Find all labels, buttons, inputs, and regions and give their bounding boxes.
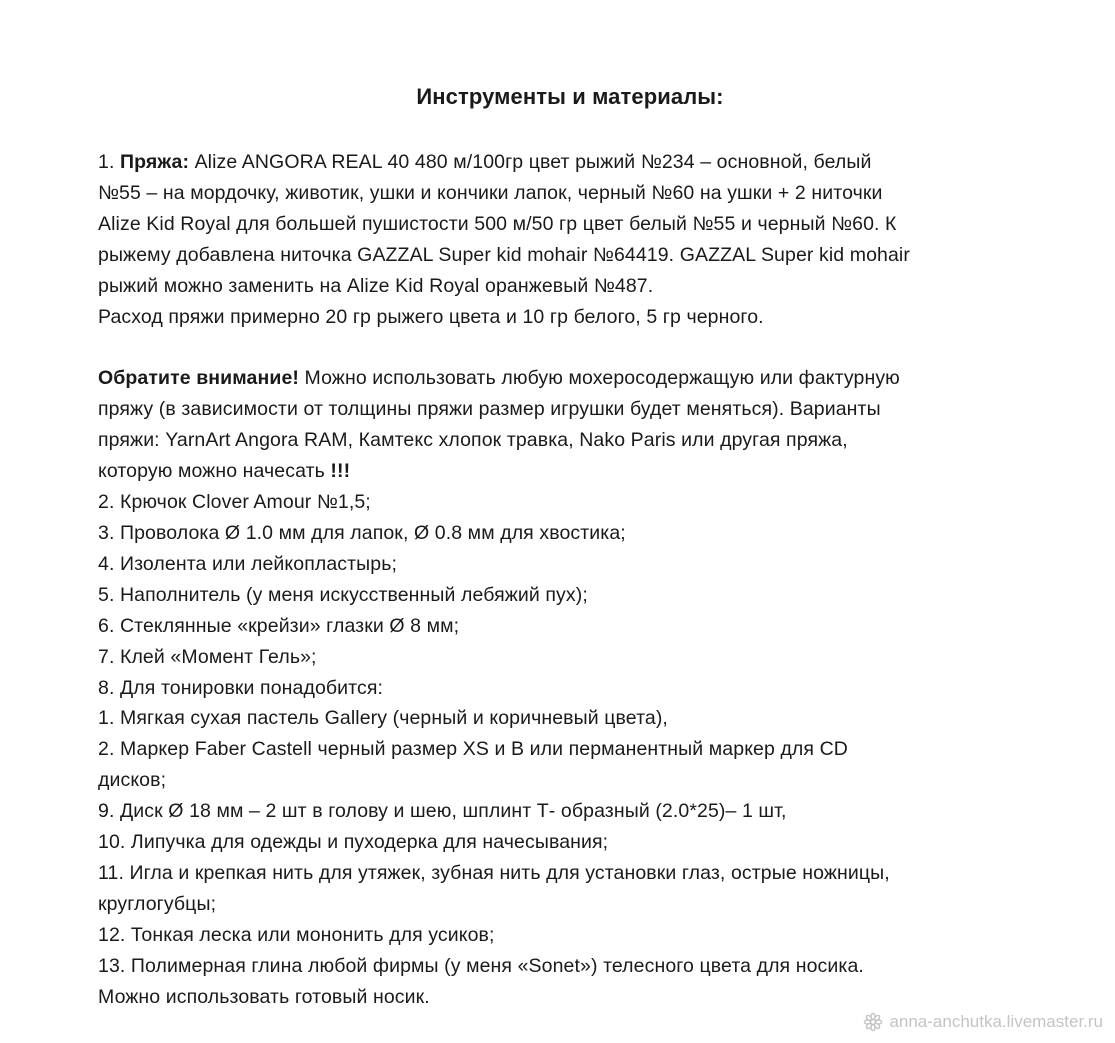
list-item: 9. Диск Ø 18 мм – 2 шт в голову и шею, шплинт Т- образный (2.0*25)– 1 шт, (98, 800, 787, 823)
notice-label: Обратите внимание! (98, 367, 299, 390)
list-item: 10. Липучка для одежды и пуходерка для начесывания; (98, 831, 609, 854)
notice-text: Можно использовать любую мохеросодержащую или фактурную (299, 367, 900, 390)
list-item: дисков; (98, 769, 167, 792)
yarn-label: Пряжа: (119, 151, 190, 173)
yarn-line: рыжий можно заменить на Alize Kid Royal оранжевый №487. (98, 274, 654, 297)
list-item: 2. Маркер Faber Castell черный размер XS и B или перманентный маркер для CD (98, 738, 848, 761)
yarn-line (98, 147, 1028, 178)
list-item: 2. Крючок Clover Amour №1,5; (98, 491, 371, 514)
yarn-line: рыжему добавлена ниточка GAZZAL Super kid mohair №64419. GAZZAL Super kid mohair (98, 243, 910, 266)
yarn-text: Alize ANGORA REAL 40 480 м/100гр цвет рыжий №234 – основной, белый (189, 151, 872, 173)
materials-list (98, 487, 1028, 1012)
notice-line (98, 456, 1028, 487)
list-item: 1. Мягкая сухая пастель Gallery (черный и коричневый цвета), (98, 707, 668, 730)
notice-line: пряжу (в зависимости от толщины пряжи размер игрушки будет меняться). Варианты (98, 398, 881, 421)
page-title: Инструменты и материалы: (416, 84, 724, 109)
notice-line: пряжи: YarnArt Angora RAM, Камтекс хлопок травка, Nako Paris или другая пряжа, (98, 429, 848, 452)
list-item: 3. Проволока Ø 1.0 мм для лапок, Ø 0.8 мм для хвостика; (98, 521, 626, 544)
yarn-section (98, 147, 1028, 332)
flower-icon (863, 1012, 883, 1032)
paragraph-gap (98, 332, 1028, 363)
watermark (863, 1011, 1103, 1033)
list-item: 11. Игла и крепкая нить для утяжек, зубная нить для установки глаз, острые ножницы, (98, 861, 890, 884)
list-item: круглогубцы; (98, 892, 217, 915)
list-item: 7. Клей «Момент Гель»; (98, 645, 317, 668)
yarn-line: №55 – на мордочку, животик, ушки и кончики лапок, черный №60 на ушки + 2 ниточки (98, 181, 883, 204)
yarn-consumption: Расход пряжи примерно 20 гр рыжего цвета и 10 гр белого, 5 гр черного. (98, 305, 764, 328)
watermark-text: anna-anchutka.livemaster.ru (889, 1012, 1103, 1031)
list-item: 13. Полимерная глина любой фирмы (у меня «Sonet») телесного цвета для носика. (98, 954, 864, 977)
notice-section (98, 363, 1028, 487)
list-item: 8. Для тонировки понадобится: (98, 676, 383, 699)
notice-line (98, 363, 1028, 394)
document-body (98, 147, 1028, 1012)
list-item: 5. Наполнитель (у меня искусственный лебяжий пух); (98, 583, 588, 606)
list-item: 6. Стеклянные «крейзи» глазки Ø 8 мм; (98, 614, 460, 637)
list-item: 12. Тонкая леска или мононить для усиков; (98, 923, 495, 946)
list-item: 4. Изолента или лейкопластырь; (98, 552, 397, 575)
list-item: Можно использовать готовый носик. (98, 985, 430, 1008)
notice-text: которую можно начесать (98, 460, 331, 483)
notice-emphasis: !!! (330, 460, 351, 483)
yarn-number: 1. (98, 151, 120, 173)
yarn-line: Alize Kid Royal для большей пушистости 500 м/50 гр цвет белый №55 и черный №60. К (98, 212, 897, 235)
